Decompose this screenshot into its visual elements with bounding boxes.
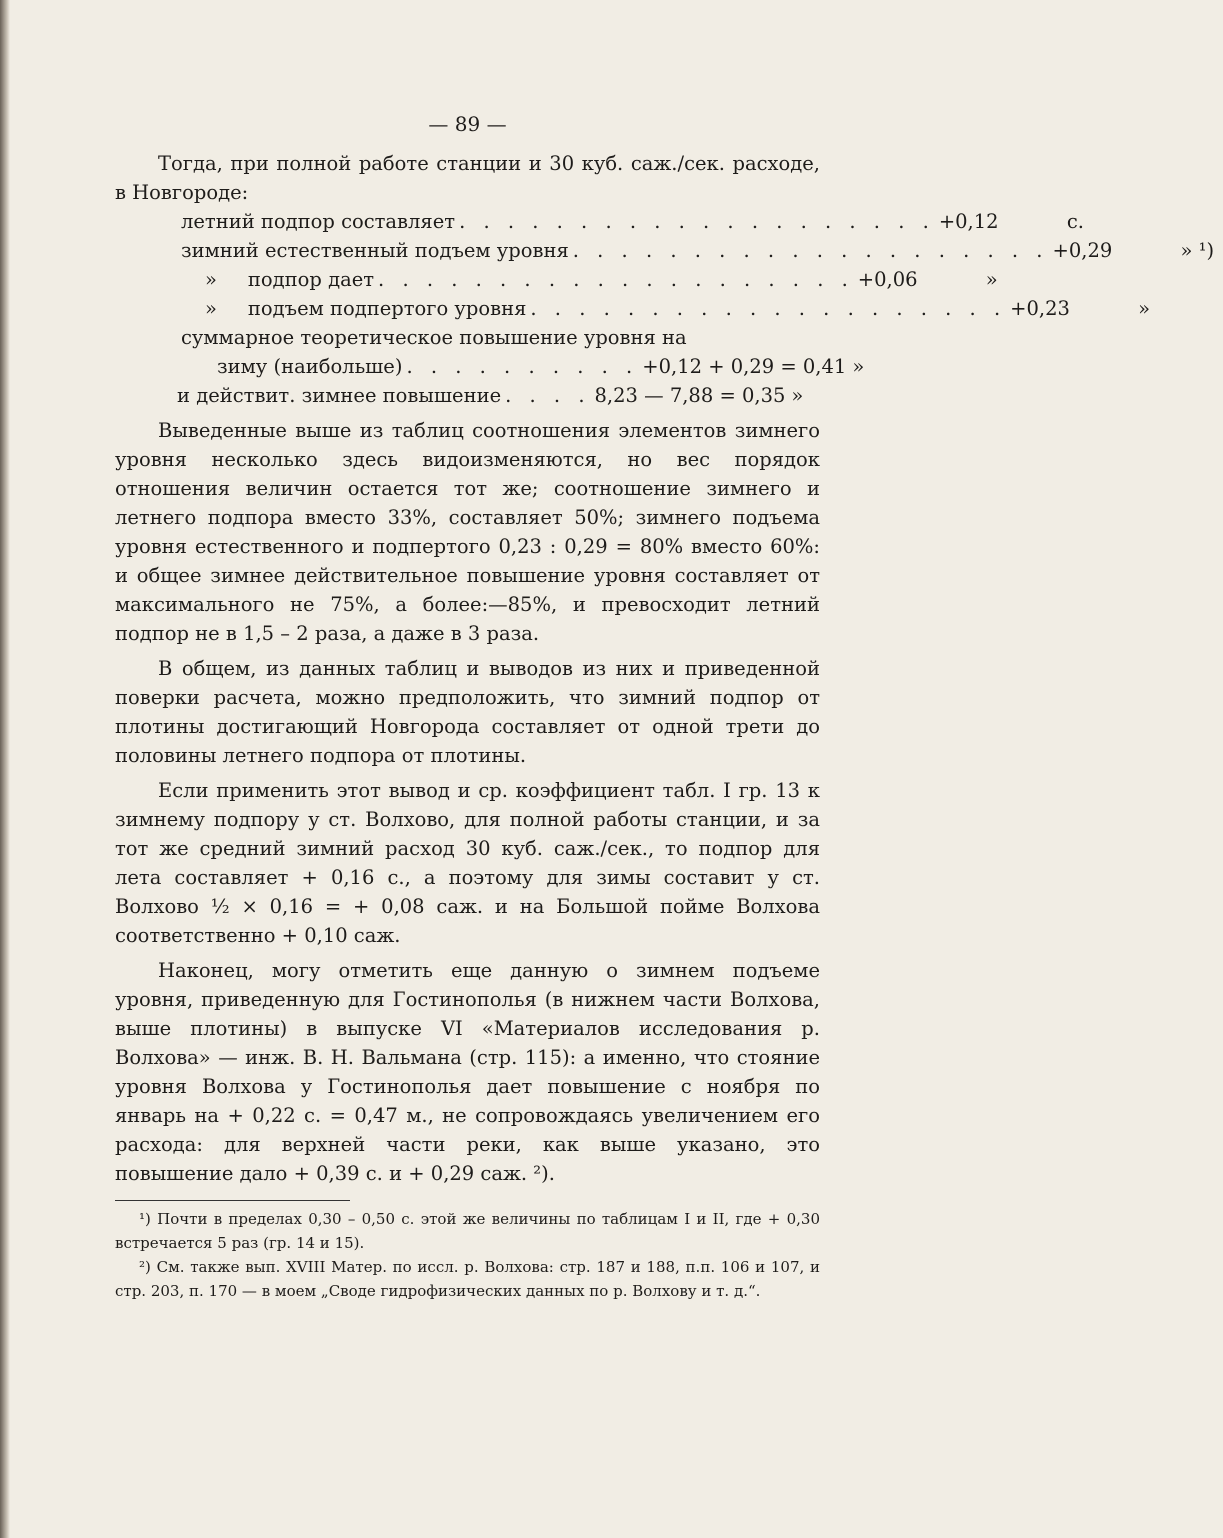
list-item — [115, 265, 998, 294]
dot-leader: . . . . — [505, 384, 591, 407]
list-item-unit: с. — [1066, 210, 1084, 233]
footnote: ²) См. также вып. XVIII Матер. по иссл. р. Волхова: стр. 187 и 188, п.п. 106 и 107, и стр. 203, п. 170 — в моем „Своде гидрофизических данных по р. Волхову и т. д.“. — [115, 1258, 820, 1300]
list-item-value: +0,12 — [938, 210, 999, 233]
level-list — [115, 207, 1215, 410]
list-item-label: » подъем подпертого уровня — [205, 297, 527, 320]
list-item-label: суммарное теоретическое повышение уровня на — [181, 326, 687, 349]
body-paragraph: В общем, из данных таблиц и выводов из них и приведенной поверки расчета, можно предположить, что зимний подпор от плотины достигающий Новгорода составляет от одной трети до половины летнего подпора от плотины. — [115, 657, 820, 767]
list-item — [115, 207, 1084, 236]
list-item-label: зиму (наибольше) — [217, 355, 403, 378]
list-item-label: летний подпор составляет — [181, 210, 456, 233]
list-item — [115, 352, 865, 381]
list-item-value: 8,23 — 7,88 = 0,35 — [594, 384, 786, 407]
body-paragraph: Выведенные выше из таблиц соотношения элементов зимнего уровня несколько здесь видоизменяются, но вес порядок отношения величин остается тот же; соотношение зимнего и летнего подпора вместо 33%, составляет 50%; зимнего подъема уровня естественного и подпертого 0,23 : 0,29 = 80% вместо 60%: и общее зимнее действительное повышение уровня составляет от максимального не 75%, а более:—85%, и превосходит летний подпор не в 1,5 – 2 раза, а даже в 3 раза. — [115, 419, 820, 645]
list-item-label: » подпор дает — [205, 268, 375, 291]
body-paragraph: Наконец, могу отметить еще данную о зимнем подъеме уровня, приведенную для Гостинополья (в нижнем части Волхова, выше плотины) в выпуске VI «Материалов исследования р. Волхова» — инж. В. Н. Вальмана (стр. 115): а именно, что стояние уровня Волхова у Гостинополья дает повышение с ноября по январь на + 0,22 с. = 0,47 м., не сопровождаясь увеличением его расхода: для верхней части реки, как выше указано, это повышение дало + 0,39 с. и + 0,29 саж. ²). — [115, 959, 820, 1185]
body-paragraph: Если применить этот вывод и ср. коэффициент табл. I гр. 13 к зимнему подпору у ст. Волхово, для полной работы станции, и за тот же средний зимний расход 30 куб. саж./сек., то подпор для лета составляет + 0,16 с., а поэтому для зимы составит у ст. Волхово ½ × 0,16 = + 0,08 саж. и на Большой пойме Волхова соответственно + 0,10 саж. — [115, 779, 820, 947]
list-item-unit: » — [852, 355, 865, 378]
dot-leader: . . . . . . . . . . . . . . . . . . . . — [572, 239, 1049, 262]
list-item-value: +0,12 + 0,29 = 0,41 — [642, 355, 847, 378]
page-edge-shadow — [0, 0, 10, 1538]
list-item-label: зимний естественный подъем уровня — [181, 239, 569, 262]
document-page — [115, 110, 1215, 1303]
list-item-value: +0,06 — [857, 268, 918, 291]
list-item — [115, 381, 820, 410]
list-item-value: +0,23 — [1010, 297, 1070, 320]
list-item — [115, 294, 1151, 323]
list-item-unit: » — [985, 268, 998, 291]
list-item-unit: » — [791, 384, 804, 407]
footnote-divider — [115, 1200, 350, 1201]
list-item-unit: » — [1138, 297, 1151, 320]
list-item-value: +0,29 — [1052, 239, 1113, 262]
footnote: ¹) Почти в пределах 0,30 – 0,50 с. этой же величины по таблицам I и II, где + 0,30 встречается 5 раз (гр. 14 и 15). — [115, 1210, 820, 1252]
intro-paragraph: Тогда, при полной работе станции и 30 куб. саж./сек. расходе, в Новгороде: — [115, 152, 820, 204]
dot-leader: . . . . . . . . . . — [406, 355, 639, 378]
page-number: — 89 — — [428, 112, 507, 136]
dot-leader: . . . . . . . . . . . . . . . . . . . . — [530, 297, 1007, 320]
list-item-label: и действит. зимнее повышение — [177, 384, 502, 407]
dot-leader: . . . . . . . . . . . . . . . . . . . . — [378, 268, 854, 291]
list-item — [115, 236, 1215, 265]
dot-leader: . . . . . . . . . . . . . . . . . . . . — [459, 210, 935, 233]
list-item — [115, 323, 820, 352]
list-item-unit: » ¹) — [1180, 239, 1215, 262]
